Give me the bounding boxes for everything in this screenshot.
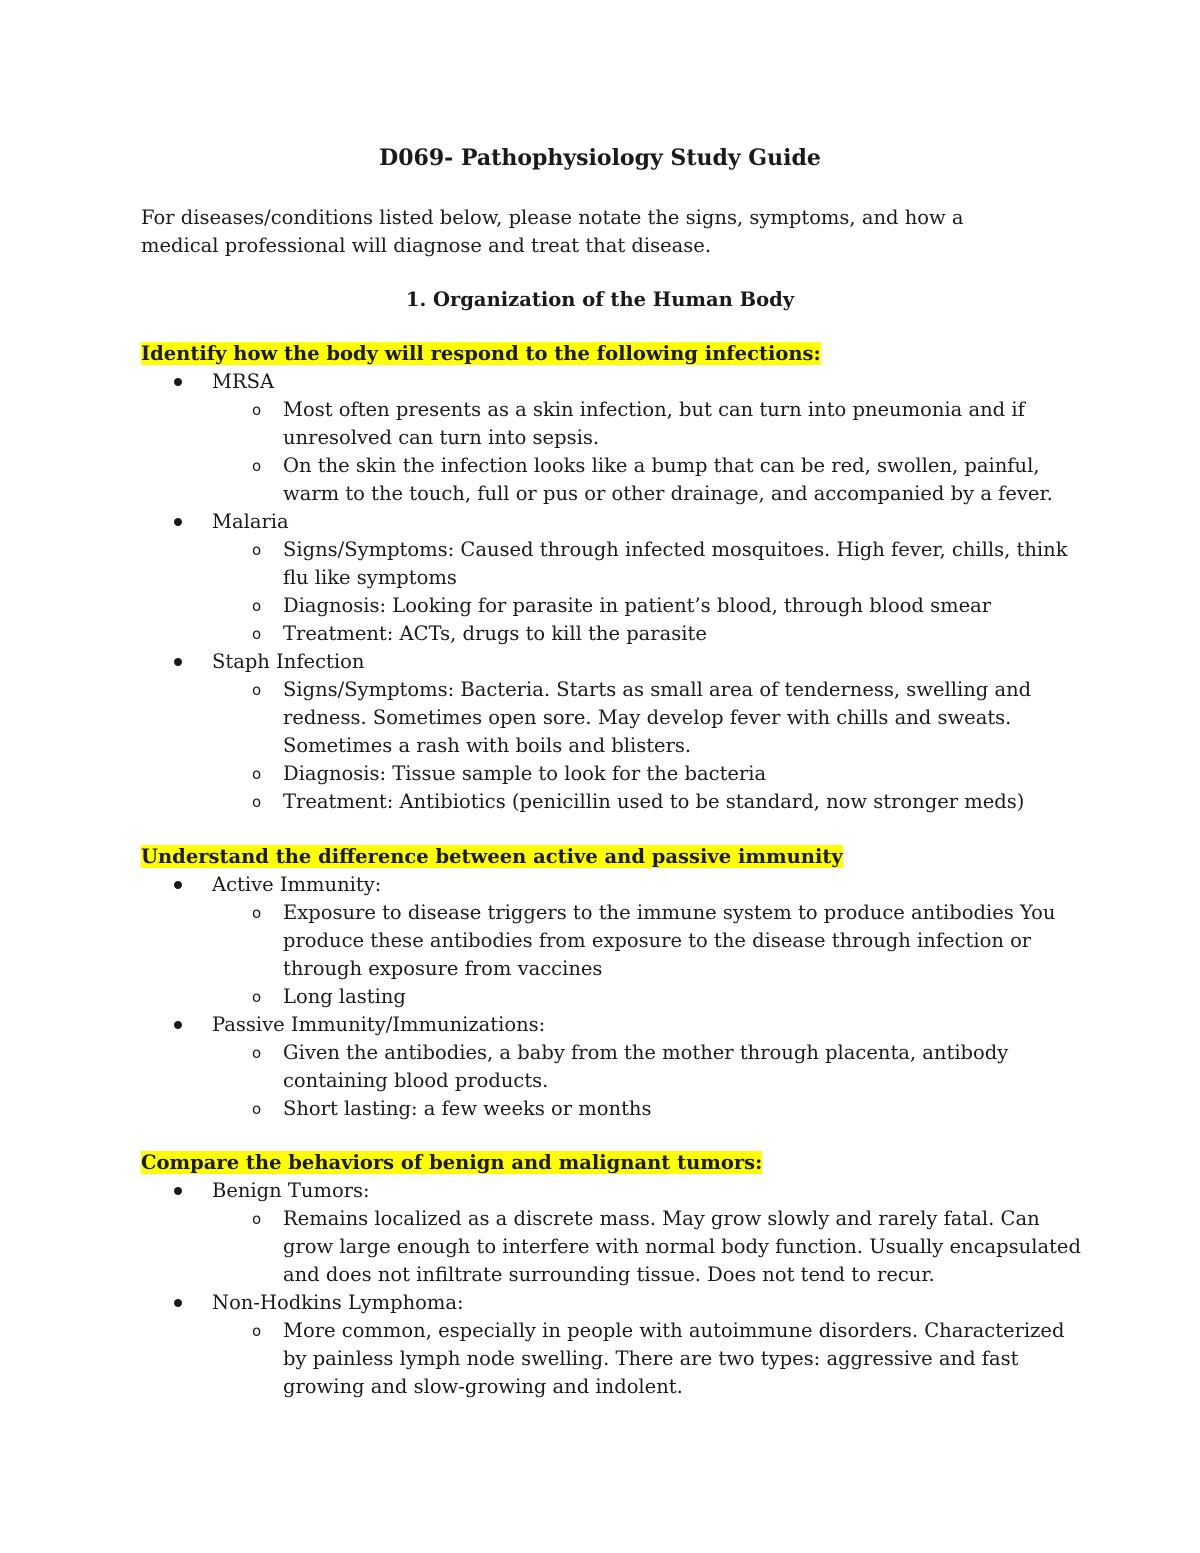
- sub-list: [212, 1317, 1081, 1401]
- bullet-icon: [174, 658, 182, 666]
- sub-list-item: [212, 452, 1081, 508]
- sub-item-text: More common, especially in people with autoimmune disorders. Characterized by painless lymph node swelling. There are two types: aggressive and fast growing and slow-growing and indolent.: [283, 1319, 1065, 1398]
- sub-list-item: [212, 620, 1081, 648]
- sub-list-item: [212, 760, 1081, 788]
- bullet-icon: [174, 1021, 182, 1029]
- list-item-label: Staph Infection: [212, 650, 365, 673]
- list-item-label: Benign Tumors:: [212, 1179, 370, 1202]
- sub-list-item: [212, 788, 1081, 816]
- bullet-list: [141, 368, 1081, 816]
- highlighted-heading: Understand the difference between active and passive immunity: [141, 845, 843, 868]
- sub-item-text: Treatment: Antibiotics (penicillin used to be standard, now stronger meds): [283, 790, 1025, 813]
- circle-bullet-icon: o: [252, 457, 262, 475]
- intro-paragraph: For diseases/conditions listed below, please notate the signs, symptoms, and how a medical professional will diagnose and treat that disease.: [141, 206, 964, 257]
- section-heading: [141, 340, 1081, 368]
- bullet-icon: [174, 1299, 182, 1307]
- sub-item-text: Signs/Symptoms: Bacteria. Starts as small area of tenderness, swelling and redness. Sometimes open sore. May develop fever with chills and sweats. Sometimes a rash with boils and blisters.: [283, 678, 1032, 757]
- bullet-icon: [174, 518, 182, 526]
- circle-bullet-icon: o: [252, 1100, 262, 1118]
- circle-bullet-icon: o: [252, 625, 262, 643]
- sub-list: [212, 1205, 1081, 1289]
- sub-item-text: Most often presents as a skin infection, but can turn into pneumonia and if unresolved can turn into sepsis.: [283, 398, 1025, 449]
- list-item-label: Passive Immunity/Immunizations:: [212, 1013, 546, 1036]
- sub-item-text: Short lasting: a few weeks or months: [283, 1097, 652, 1120]
- sub-list: [212, 1039, 1081, 1123]
- sub-list-item: [212, 396, 1081, 452]
- circle-bullet-icon: o: [252, 541, 262, 559]
- circle-bullet-icon: o: [252, 1044, 262, 1062]
- sub-list: [212, 899, 1081, 1011]
- sub-item-text: Signs/Symptoms: Caused through infected mosquitoes. High fever, chills, think flu like symptoms: [283, 538, 1068, 589]
- list-item-active-immunity: [141, 871, 1081, 1011]
- infections-section: [141, 340, 1081, 816]
- sub-list-item: [212, 592, 1081, 620]
- section-heading: [141, 843, 1081, 871]
- document-title: D069- Pathophysiology Study Guide: [379, 145, 821, 171]
- list-item-malaria: [141, 508, 1081, 648]
- sub-list-item: [212, 676, 1081, 760]
- sub-list: [212, 396, 1081, 508]
- sub-list: [212, 536, 1081, 648]
- sub-list-item: [212, 899, 1081, 983]
- highlighted-heading: Compare the behaviors of benign and malignant tumors:: [141, 1151, 763, 1174]
- sub-list-item: [212, 1205, 1081, 1289]
- circle-bullet-icon: o: [252, 681, 262, 699]
- bullet-list: [141, 1177, 1081, 1401]
- list-item-label: Active Immunity:: [212, 873, 382, 896]
- sub-item-text: Given the antibodies, a baby from the mother through placenta, antibody containing blood products.: [283, 1041, 1009, 1092]
- sub-item-text: Diagnosis: Looking for parasite in patient’s blood, through blood smear: [283, 594, 992, 617]
- bullet-icon: [174, 378, 182, 386]
- sub-item-text: Treatment: ACTs, drugs to kill the parasite: [283, 622, 707, 645]
- circle-bullet-icon: o: [252, 904, 262, 922]
- sub-item-text: Diagnosis: Tissue sample to look for the bacteria: [283, 762, 767, 785]
- sub-item-text: On the skin the infection looks like a bump that can be red, swollen, painful, warm to the touch, full or pus or other drainage, and accompanied by a fever.: [283, 454, 1053, 505]
- bullet-icon: [174, 1187, 182, 1195]
- list-item-label: MRSA: [212, 370, 275, 393]
- list-item-staph-infection: [141, 648, 1081, 816]
- sub-list-item: [212, 536, 1081, 592]
- circle-bullet-icon: o: [252, 401, 262, 419]
- circle-bullet-icon: o: [252, 1210, 262, 1228]
- sub-list-item: [212, 1039, 1081, 1095]
- highlighted-heading: Identify how the body will respond to the following infections:: [141, 342, 821, 365]
- sub-list-item: [212, 983, 1081, 1011]
- circle-bullet-icon: o: [252, 597, 262, 615]
- sub-item-text: Long lasting: [283, 985, 406, 1008]
- sub-list-item: [212, 1095, 1081, 1123]
- circle-bullet-icon: o: [252, 988, 262, 1006]
- sub-list-item: [212, 1317, 1081, 1401]
- bullet-icon: [174, 881, 182, 889]
- list-item-label: Non-Hodkins Lymphoma:: [212, 1291, 464, 1314]
- list-item-non-hodgkins-lymphoma: [141, 1289, 1081, 1401]
- section-title: 1. Organization of the Human Body: [405, 288, 795, 311]
- immunity-section: [141, 843, 1081, 1123]
- list-item-benign-tumors: [141, 1177, 1081, 1289]
- sub-list: [212, 676, 1081, 816]
- list-item-label: Malaria: [212, 510, 289, 533]
- tumors-section: [141, 1149, 1081, 1401]
- list-item-mrsa: [141, 368, 1081, 508]
- sub-item-text: Remains localized as a discrete mass. May grow slowly and rarely fatal. Can grow large enough to interfere with normal body function. Usually encapsulated and does not infiltrate surrounding tissue. Does not tend to recur.: [283, 1207, 1081, 1286]
- bullet-list: [141, 871, 1081, 1123]
- list-item-passive-immunity: [141, 1011, 1081, 1123]
- circle-bullet-icon: o: [252, 765, 262, 783]
- section-heading: [141, 1149, 1081, 1177]
- circle-bullet-icon: o: [252, 1322, 262, 1340]
- sub-item-text: Exposure to disease triggers to the immune system to produce antibodies You produce these antibodies from exposure to the disease through infection or through exposure from vaccines: [283, 901, 1056, 980]
- circle-bullet-icon: o: [252, 793, 262, 811]
